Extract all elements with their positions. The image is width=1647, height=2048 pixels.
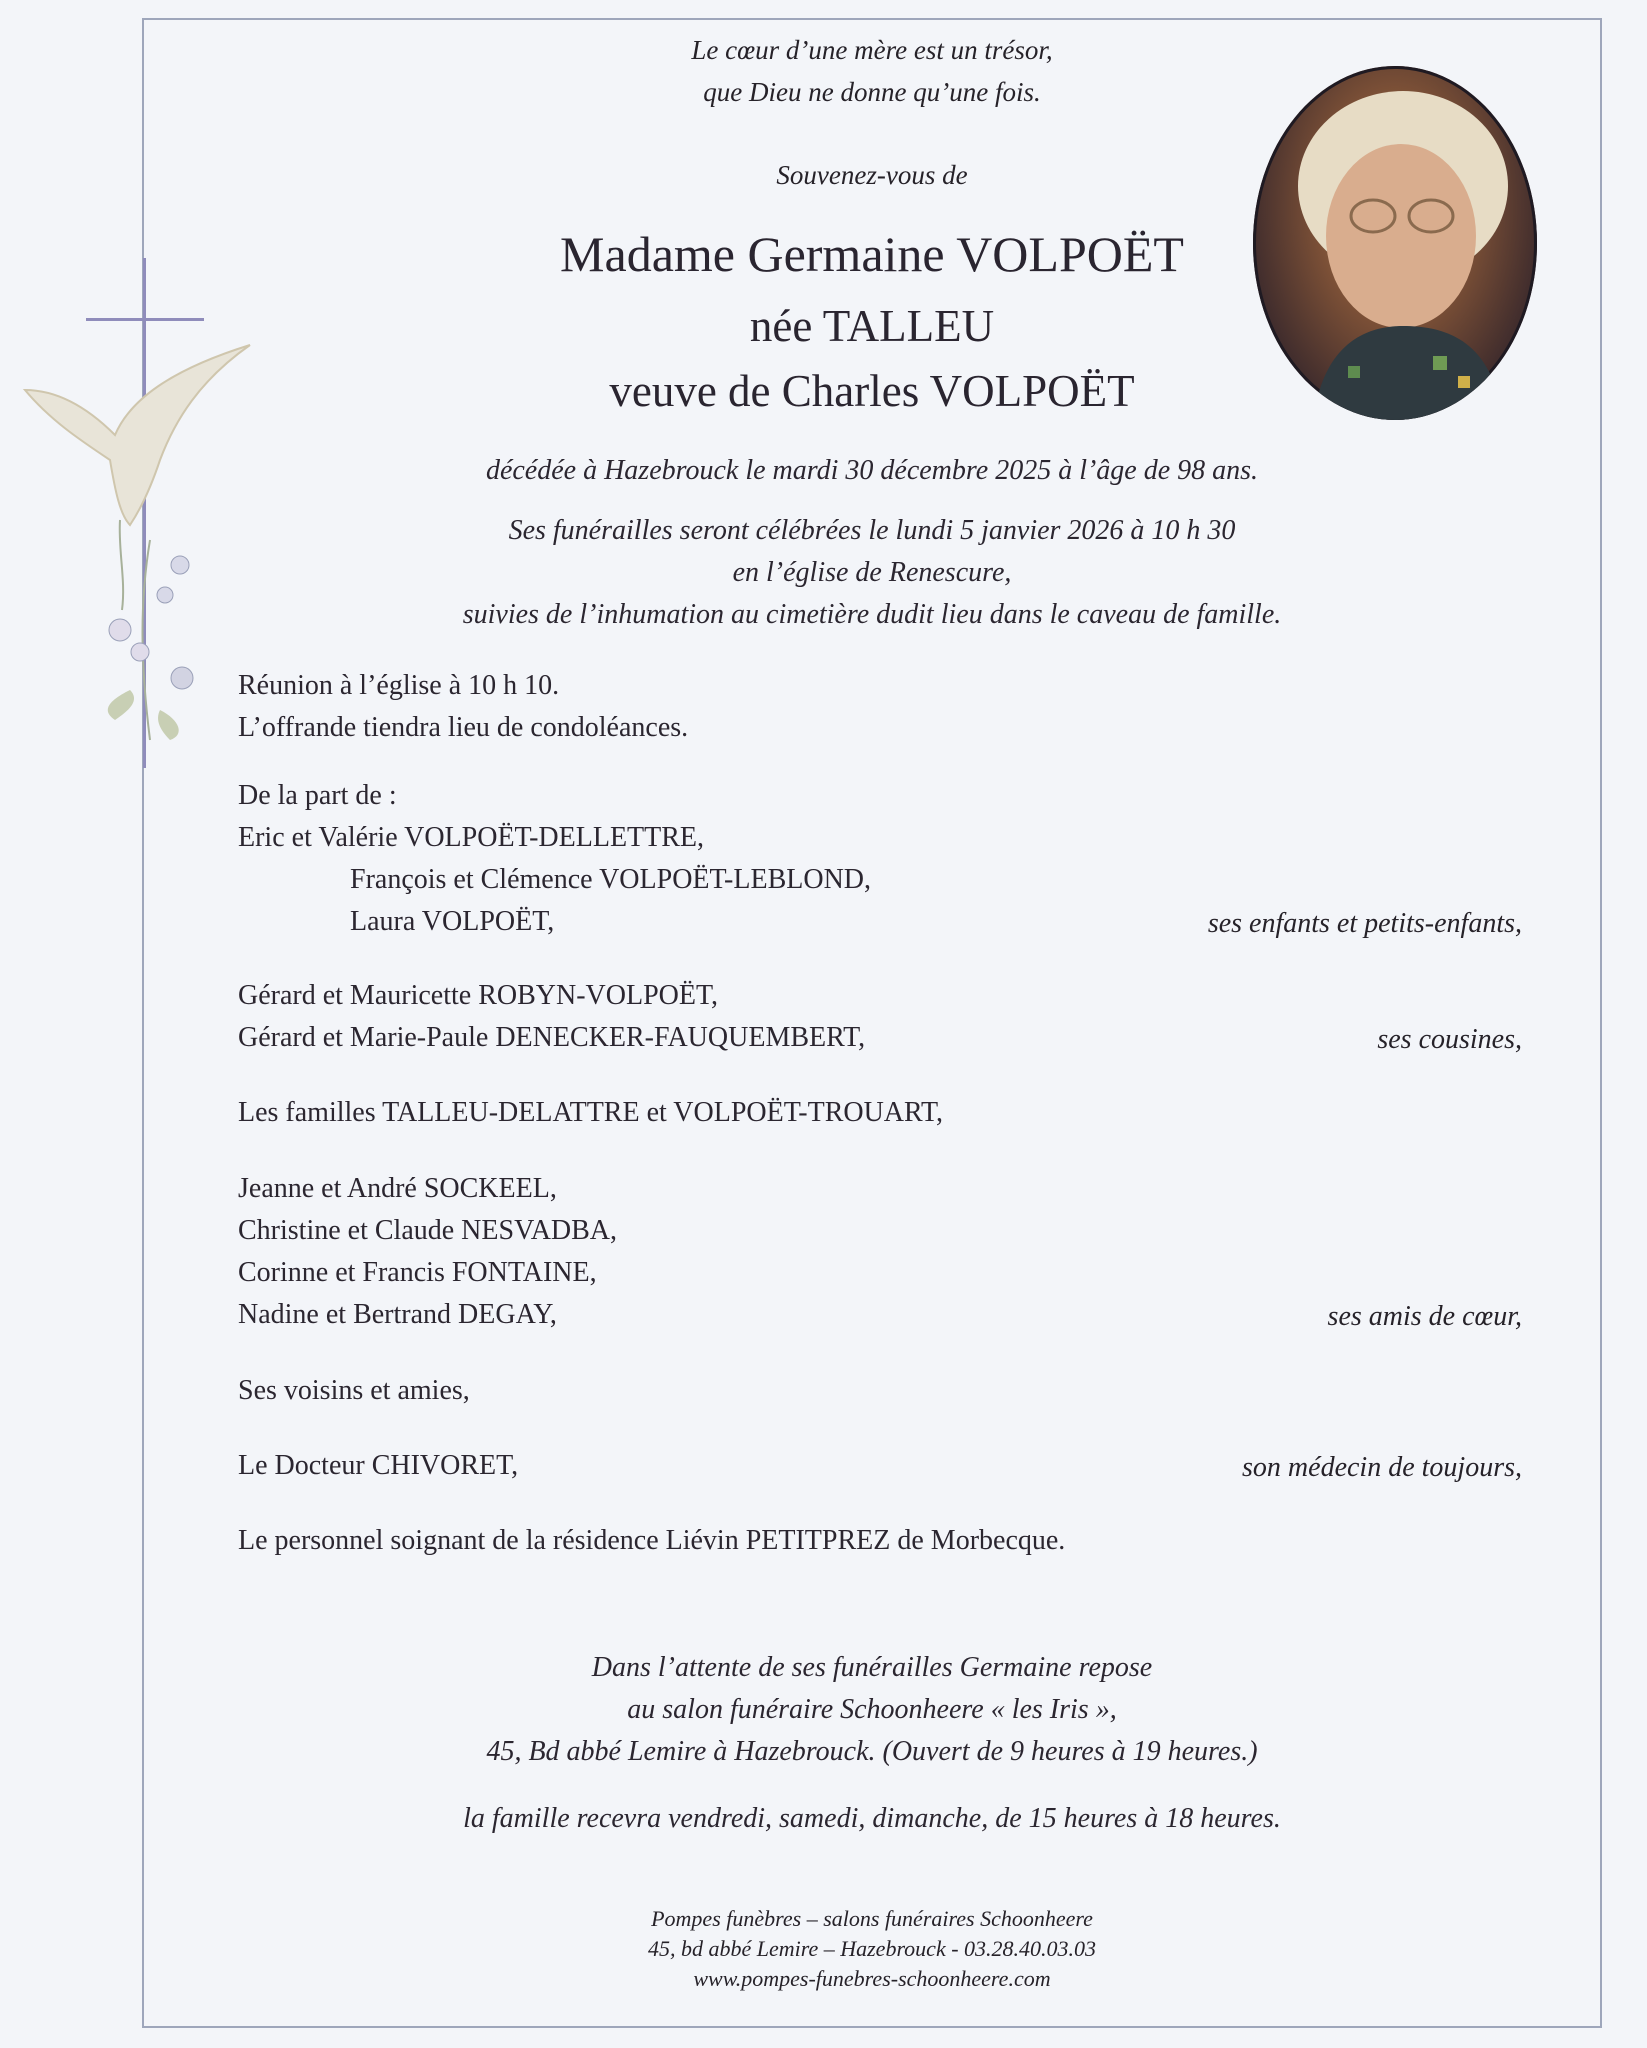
relation-label: ses cousines, — [1377, 1024, 1522, 1055]
family-line: Le personnel soignant de la résidence Liévin PETITPREZ de Morbecque. — [238, 1525, 1066, 1556]
rest-line-2: au salon funéraire Schoonheere « les Iris », — [627, 1694, 1117, 1725]
relation-label: ses enfants et petits-enfants, — [1207, 908, 1522, 939]
intro-text: Souvenez-vous de — [776, 160, 968, 190]
footer-line-1: Pompes funèbres – salons funéraires Schoonheere — [651, 1906, 1093, 1931]
meeting-line-2: L’offrande tiendra lieu de condoléances. — [238, 712, 689, 743]
funeral-line-3: suivies de l’inhumation au cimetière dudit lieu dans le caveau de famille. — [462, 599, 1282, 630]
family-line: Les familles TALLEU-DELATTRE et VOLPOËT-TROUART, — [238, 1097, 944, 1128]
meeting-line-1: Réunion à l’église à 10 h 10. — [238, 670, 560, 701]
deceased-widow-of: veuve de Charles VOLPOËT — [609, 366, 1135, 416]
family-line: Nadine et Bertrand DEGAY, — [238, 1299, 557, 1330]
funeral-line-2: en l’église de Renescure, — [732, 557, 1012, 588]
quote-line-1: Le cœur d’une mère est un trésor, — [691, 35, 1053, 65]
deceased-name: Madame Germaine VOLPOËT — [560, 226, 1184, 282]
quote-line-2: que Dieu ne donne qu’une fois. — [703, 77, 1041, 107]
family-line: Ses voisins et amies, — [238, 1375, 470, 1406]
relation-label: son médecin de toujours, — [1242, 1452, 1522, 1483]
from-label: De la part de : — [238, 780, 397, 811]
funeral-line-1: Ses funérailles seront célébrées le lundi 5 janvier 2026 à 10 h 30 — [508, 515, 1236, 546]
family-line: Corinne et Francis FONTAINE, — [238, 1257, 597, 1288]
family-line: Laura VOLPOËT, — [350, 906, 555, 937]
rest-line-1: Dans l’attente de ses funérailles Germaine repose — [591, 1652, 1153, 1683]
rest-line-4: la famille recevra vendredi, samedi, dimanche, de 15 heures à 18 heures. — [463, 1803, 1281, 1834]
rest-line-3: 45, Bd abbé Lemire à Hazebrouck. (Ouvert de 9 heures à 19 heures.) — [486, 1736, 1258, 1767]
footer-line-2: 45, bd abbé Lemire – Hazebrouck - 03.28.40.03.03 — [647, 1936, 1097, 1961]
family-line: Eric et Valérie VOLPOËT-DELLETTRE, — [238, 822, 705, 853]
footer-website: www.pompes-funebres-schoonheere.com — [693, 1966, 1051, 1991]
family-line: Gérard et Mauricette ROBYN-VOLPOËT, — [238, 980, 719, 1011]
family-line: François et Clémence VOLPOËT-LEBLOND, — [350, 864, 872, 895]
family-line: Jeanne et André SOCKEEL, — [238, 1173, 557, 1204]
relation-label: ses amis de cœur, — [1327, 1301, 1522, 1332]
family-line: Le Docteur CHIVORET, — [238, 1450, 519, 1481]
family-line: Christine et Claude NESVADBA, — [238, 1215, 618, 1246]
death-notice: décédée à Hazebrouck le mardi 30 décembre 2025 à l’âge de 98 ans. — [485, 455, 1259, 486]
family-line: Gérard et Marie-Paule DENECKER-FAUQUEMBERT, — [238, 1022, 866, 1053]
deceased-maiden-name: née TALLEU — [749, 301, 995, 351]
